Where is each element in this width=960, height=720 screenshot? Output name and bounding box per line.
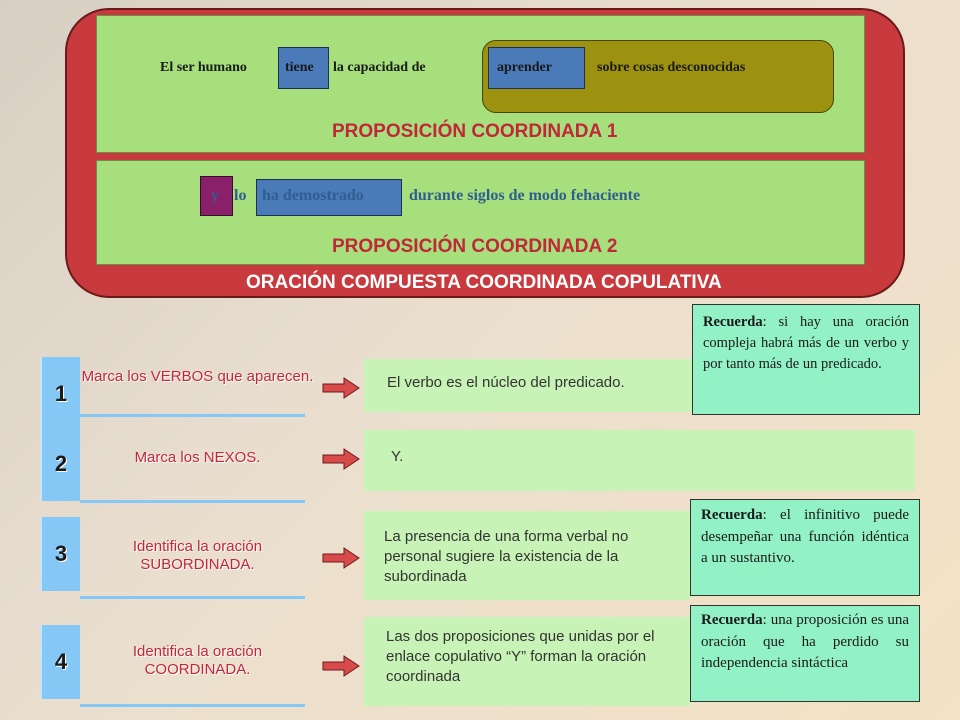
- compound-sentence-title: ORACIÓN COMPUESTA COORDINADA COPULATIVA: [246, 272, 722, 293]
- proposition-1-title: PROPOSICIÓN COORDINADA 1: [332, 121, 618, 142]
- step-number-2: 2: [40, 427, 80, 501]
- arrow-right-icon: [322, 547, 360, 569]
- step-number-1: 1: [40, 357, 80, 431]
- reminder-note-3: Recuerda: una proposición es una oración que ha perdido su independencia sintáctica: [690, 605, 920, 702]
- verb-word: ha demostrado: [262, 187, 364, 204]
- step-label-2: Marca los NEXOS.: [134, 449, 261, 466]
- step-answer-4: Las dos proposiciones que unidas por el enlace copulativo “Y” forman la oración coordinada: [364, 617, 690, 706]
- step-underline: [80, 414, 305, 417]
- step-underline: [80, 500, 305, 503]
- step-number-3: 3: [40, 517, 80, 591]
- step-label-3: Identifica la oración SUBORDINADA.: [132, 538, 263, 573]
- sentence-word: lo: [234, 187, 247, 204]
- step-answer-1: El verbo es el núcleo del predicado.: [364, 359, 692, 412]
- step-underline: [80, 704, 305, 707]
- step-answer-3: La presencia de una forma verbal no personal sugiere la existencia de la subordinada: [364, 511, 690, 600]
- reminder-note-2: Recuerda: el infinitivo puede desempeñar una función idéntica a un sustantivo.: [690, 499, 920, 596]
- sentence-word: durante siglos de modo fehaciente: [409, 187, 641, 204]
- step-number-4: 4: [40, 625, 80, 699]
- reminder-note-1: Recuerda: si hay una oración compleja habrá más de un verbo y por tanto más de un predicado.: [692, 304, 920, 415]
- proposition-2-title: PROPOSICIÓN COORDINADA 2: [332, 236, 618, 257]
- arrow-right-icon: [322, 448, 360, 470]
- sentence-word: sobre cosas desconocidas: [597, 60, 746, 75]
- arrow-right-icon: [322, 655, 360, 677]
- step-answer-2: Y.: [364, 430, 915, 491]
- sentence-word: El ser humano: [160, 60, 247, 75]
- step-underline: [80, 596, 305, 599]
- nexo-word: y: [211, 187, 219, 204]
- step-label-4: Identifica la oración COORDINADA.: [132, 643, 263, 678]
- sentence-word: la capacidad de: [333, 60, 426, 75]
- step-label-1: Marca los VERBOS que aparecen.: [81, 368, 314, 385]
- verb-word: aprender: [497, 60, 552, 75]
- arrow-right-icon: [322, 377, 360, 399]
- verb-word: tiene: [285, 60, 314, 75]
